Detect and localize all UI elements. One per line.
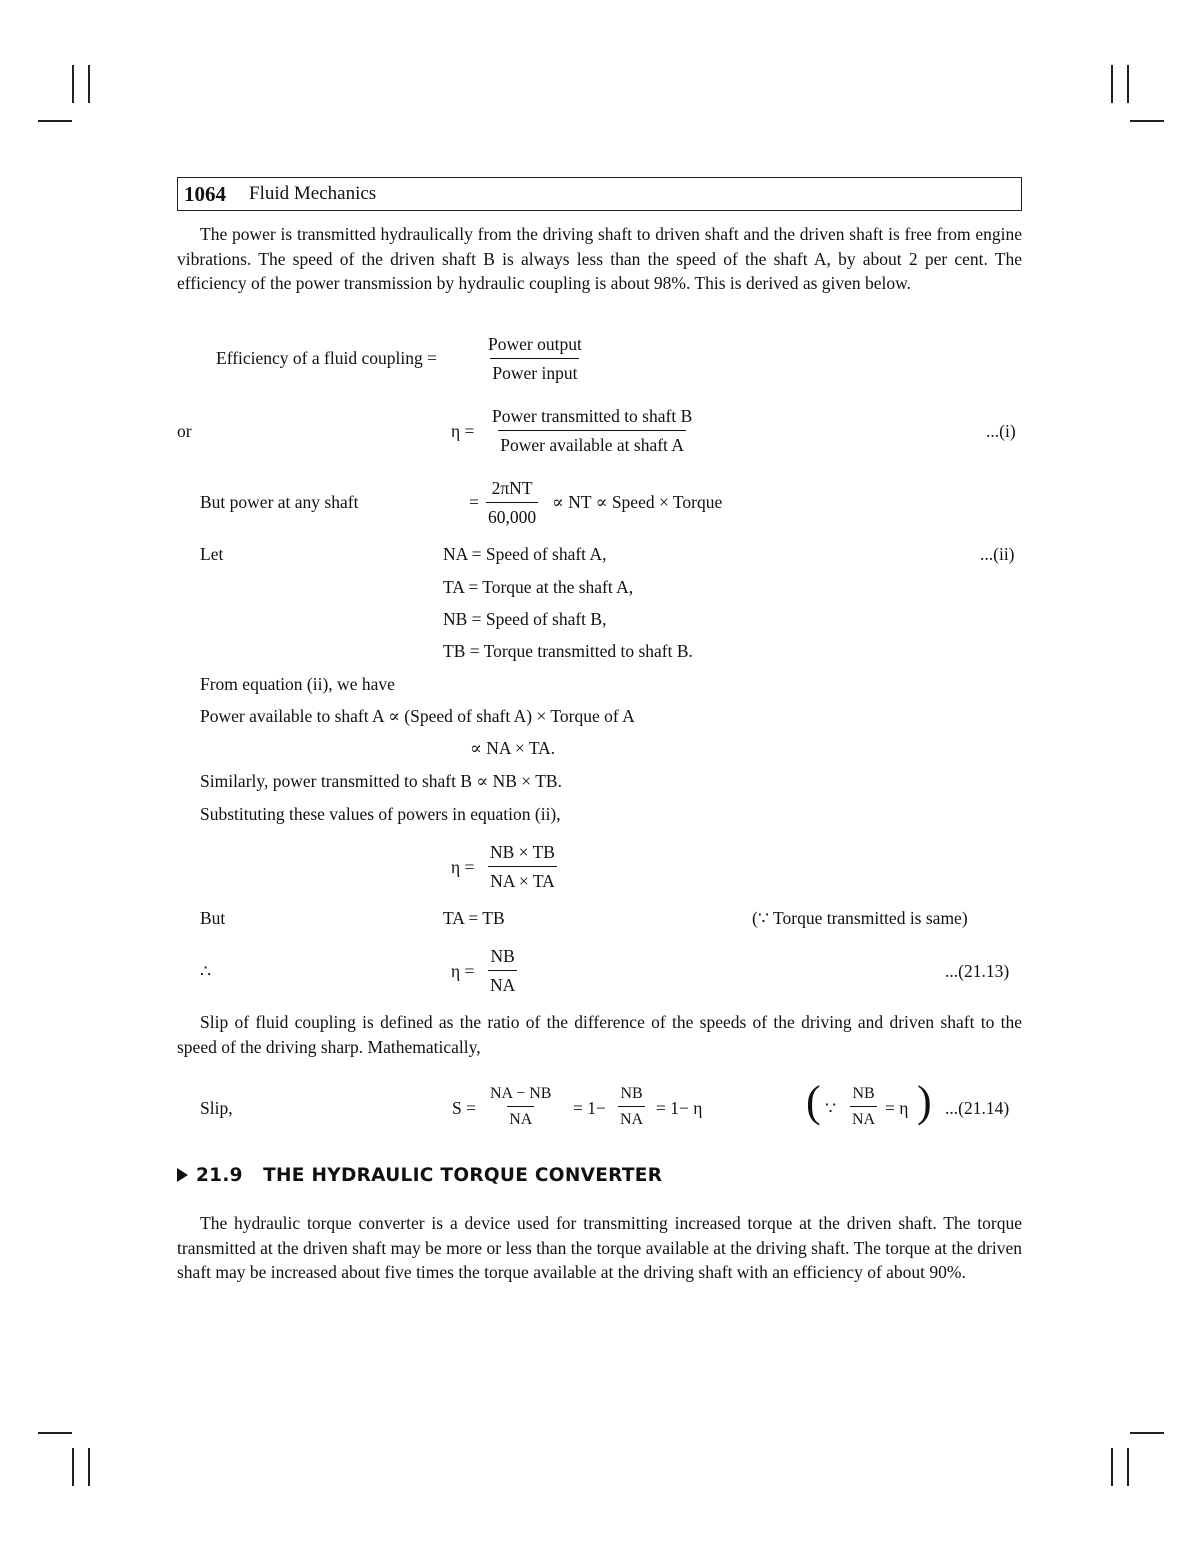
definition-line: TA = Torque at the shaft A,: [443, 577, 634, 597]
torque-equality: TA = TB: [443, 908, 505, 928]
fraction-denominator: NA: [850, 1106, 877, 1129]
fraction-numerator: NB × TB: [490, 842, 555, 862]
slip-lhs: S =: [452, 1098, 476, 1118]
equation-tag: ...(i): [986, 421, 1016, 441]
body-line: Similarly, power transmitted to shaft B ∝ NB × TB.: [200, 771, 562, 791]
crop-mark: [88, 1448, 90, 1486]
left-parenthesis: (: [806, 1077, 821, 1126]
efficiency-fraction: [486, 333, 584, 384]
body-line: Power available to shaft A ∝ (Speed of shaft A) × Torque of A: [200, 706, 635, 726]
let-label: Let: [200, 544, 224, 564]
slip-middle: = 1−: [573, 1098, 606, 1118]
section-heading: [177, 1165, 662, 1186]
torque-converter-paragraph: The hydraulic torque converter is a device used for transmitting increased torque at the driven shaft. The torque transmitted at the driven shaft may be more or less than the torque available at the driving shaft. The torque at the driven shaft may be increased about five times the torque available at the driving shaft with an efficiency of about 90%.: [177, 1213, 1022, 1282]
equation-tag: ...(21.14): [945, 1098, 1010, 1118]
crop-mark: [88, 65, 90, 103]
page-number: 1064: [184, 182, 226, 206]
therefore-symbol: ∴: [200, 961, 212, 981]
eta-fraction: [488, 945, 517, 996]
fraction-numerator: NB: [852, 1085, 875, 1102]
proportionality-text: ∝ NT ∝ Speed × Torque: [552, 492, 723, 512]
power-fraction: [486, 477, 538, 528]
crop-mark: [1130, 120, 1164, 122]
intro-paragraph: The power is transmitted hydraulically from the driving shaft to driven shaft and the driven shaft is free from engine vibrations. The speed of the driven shaft B is always less than the speed of the shaft A, by about 2 per cent. The efficiency of the power transmission by hydraulic coupling is about 98%. This is derived as given below.: [177, 224, 1022, 293]
fraction-denominator: NA: [507, 1106, 534, 1129]
crop-mark: [1111, 1448, 1113, 1486]
efficiency-label: Efficiency of a fluid coupling =: [216, 348, 437, 368]
triangle-bullet-icon: [177, 1168, 188, 1182]
slip-end: = 1− η: [656, 1098, 703, 1118]
fraction-denominator: Power available at shaft A: [498, 430, 686, 456]
eta-lhs: η =: [451, 961, 475, 981]
crop-mark: [1130, 1432, 1164, 1434]
power-label: But power at any shaft: [200, 492, 359, 512]
slip-fraction: [850, 1084, 877, 1129]
fraction-numerator: 2πNT: [491, 478, 533, 498]
definition-line: NA = Speed of shaft A,: [443, 544, 607, 564]
eta-lhs: η =: [451, 421, 475, 441]
or-label: or: [177, 421, 192, 441]
fraction-numerator: Power transmitted to shaft B: [492, 406, 693, 426]
fraction-denominator: NA × TA: [488, 866, 557, 892]
fraction-numerator: NA − NB: [490, 1085, 552, 1102]
equation-tag: ...(21.13): [945, 961, 1010, 981]
crop-mark: [38, 1432, 72, 1434]
right-parenthesis: ): [917, 1077, 932, 1126]
fraction-numerator: NB: [490, 946, 515, 966]
definition-line: NB = Speed of shaft B,: [443, 609, 607, 629]
eta-fraction: [490, 405, 694, 456]
equals-sign: =: [469, 492, 479, 512]
fraction-numerator: Power output: [488, 334, 582, 354]
book-title: Fluid Mechanics: [249, 183, 377, 204]
slip-fraction: [618, 1084, 645, 1129]
crop-mark: [1127, 1448, 1129, 1486]
but-label: But: [200, 908, 226, 928]
crop-mark: [38, 120, 72, 122]
reason-note: (∵ Torque transmitted is same): [752, 908, 968, 928]
slip-label: Slip,: [200, 1098, 233, 1118]
crop-mark: [72, 1448, 74, 1486]
slip-fraction: [488, 1084, 553, 1129]
fraction-denominator: NA: [488, 970, 517, 996]
equation-tag: ...(ii): [980, 544, 1015, 564]
because-symbol: ∵: [825, 1098, 837, 1118]
crop-mark: [72, 65, 74, 103]
body-line: From equation (ii), we have: [200, 674, 395, 694]
definition-line: TB = Torque transmitted to shaft B.: [443, 641, 693, 661]
crop-mark: [1127, 65, 1129, 103]
slip-paragraph: Slip of fluid coupling is defined as the ratio of the difference of the speeds of the driving and driven shaft to the speed of the driving sharp. Mathematically,: [177, 1012, 1022, 1057]
body-line: Substituting these values of powers in equation (ii),: [200, 804, 561, 824]
running-header: [177, 177, 1022, 211]
fraction-denominator: 60,000: [486, 502, 538, 528]
eta-fraction: [488, 841, 557, 892]
fraction-numerator: NB: [620, 1085, 643, 1102]
fraction-denominator: NA: [618, 1106, 645, 1129]
fraction-denominator: Power input: [490, 358, 579, 384]
crop-mark: [1111, 65, 1113, 103]
eta-lhs: η =: [451, 857, 475, 877]
section-number: 21.9: [196, 1165, 243, 1186]
body-line: ∝ NA × TA.: [470, 738, 556, 758]
eta-equality: = η: [885, 1098, 909, 1118]
section-title: THE HYDRAULIC TORQUE CONVERTER: [263, 1165, 663, 1186]
